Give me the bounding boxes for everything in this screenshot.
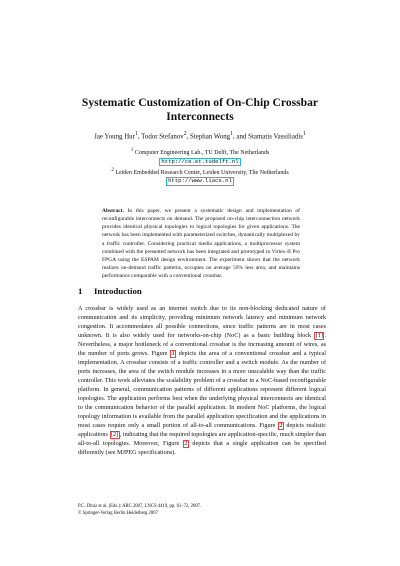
affiliation-2-text: Leiden Embedded Research Center, Leiden University, The Netherlands <box>115 169 289 176</box>
author-4-affil: 1 <box>302 131 306 137</box>
author-3-affil: 1 <box>230 131 234 137</box>
citation-link[interactable]: [2] <box>111 431 119 438</box>
affiliation-1-text: Computer Engineering Lab., TU Delft, The Netherlands <box>134 150 270 156</box>
author-4: and Stamatis Vassiliadis <box>236 133 303 141</box>
author-1-affil: 1 <box>134 131 138 137</box>
body-text: , indicating that the required topologies are application-specific, much simpler than all-to-all topologies. Moreover, Figure <box>78 431 326 447</box>
section-number: 1 <box>78 286 83 296</box>
title-line-2: Interconnects <box>166 110 234 123</box>
body-text: . Nevertheless, a major bottleneck of a conventional crossbar is the increasing amount of wires, as the number of ports grows. Figure <box>78 332 326 357</box>
section-title: Introduction <box>94 286 142 296</box>
affiliation-1 <box>40 147 360 158</box>
author-2-affil: 2 <box>183 131 187 137</box>
body-text: depicts realistic applications <box>78 422 326 438</box>
citation-link[interactable]: [1] <box>315 332 323 339</box>
affiliation-1-url-row <box>40 158 360 167</box>
author-3: Stephan Wong <box>190 133 231 141</box>
abstract <box>102 207 300 280</box>
author-list: Jae Young Hur$^1$, Todor Stefanov$^2$, Stephan Wong$^1$, and Stamatis Vassiliadis$^1$ <box>94 131 306 141</box>
affiliation-2-url[interactable]: http://www.liacs.nl <box>168 177 232 185</box>
footer-copyright: © Springer-Verlag Berlin Heidelberg 2007 <box>78 510 158 516</box>
affiliations <box>40 147 360 186</box>
publication-footer <box>78 504 326 517</box>
affiliation-1-number: 1 <box>130 148 134 153</box>
author-2: Todor Stefanov <box>141 133 184 141</box>
body-text: depicts the area of a conventional crossbar and a typical implementation. A crossbar consists of a traffic controller and a switch module. As the number of ports increases, the area of the switch module increases in a more unscalable way than the traffic controller. This work alleviates the scalability problem of a crossbar in a NoC-based reconfigurable platform. In general, communication patterns of different applications represent different logical topologies. The application performs best when the underlying physical interconnects are identical to the communication behavior of the parallel application. In modern NoC platforms, the logical topology information is available from the parallel application specification and the applications in most cases require only a small portion of all-to-all communications. Figure <box>78 350 326 429</box>
affiliation-1-url[interactable]: http://ce.et.tudelft.nl <box>161 157 239 165</box>
abstract-text: In this paper, we present a systematic design and implementation of reconfigurable interconnects on demand. The proposed on-chip interconnection network provides identical physical topologies to logical topologies for given applications. The network has been implemented with parameterized switches, dynamically multiplexed by a traffic controller. Considering practical media applications, a multiprocessor system combined with the presented network has been integrated and prototyped in Virtex-II Pro FPGA using the ESPAM design environment. The experiment shows that the network realizes on-demand traffic patterns, occupies on average 59% less area, and maintains performance comparable with a conventional crossbar. <box>102 208 300 280</box>
affiliation-2 <box>40 167 360 178</box>
abstract-label: Abstract. <box>102 208 124 214</box>
affiliation-2-url-row <box>40 177 360 186</box>
body-text: depicts that a single application can be specified differently (see MJPEG specifications). <box>78 440 326 456</box>
author-1: Jae Young Hur <box>94 133 135 141</box>
title-line-1: Systematic Customization of On-Chip Crossbar <box>81 96 319 109</box>
figure-link[interactable]: 2 <box>279 422 283 429</box>
affiliation-2-number: 2 <box>111 167 114 173</box>
body-text: A crossbar is widely used as an internet switch due to its non-blocking dedicated nature of communication and its simplicity, providing minimum network latency and minimum network congestion. It accommodates all possible connections, since traffic patterns are in most cases unknown. It is also widely used for networks-on-chip (NoC) as a basic building block <box>78 305 326 339</box>
figure-link[interactable]: 1 <box>171 350 175 357</box>
figure-link[interactable]: 2 <box>184 440 188 447</box>
paper-title <box>40 96 360 124</box>
introduction-paragraph <box>78 304 326 457</box>
footer-citation: P.C. Diniz et al. (Eds.): ARC 2007, LNCS 4419, pp. 61–72, 2007. <box>78 504 202 509</box>
section-heading <box>78 286 142 296</box>
